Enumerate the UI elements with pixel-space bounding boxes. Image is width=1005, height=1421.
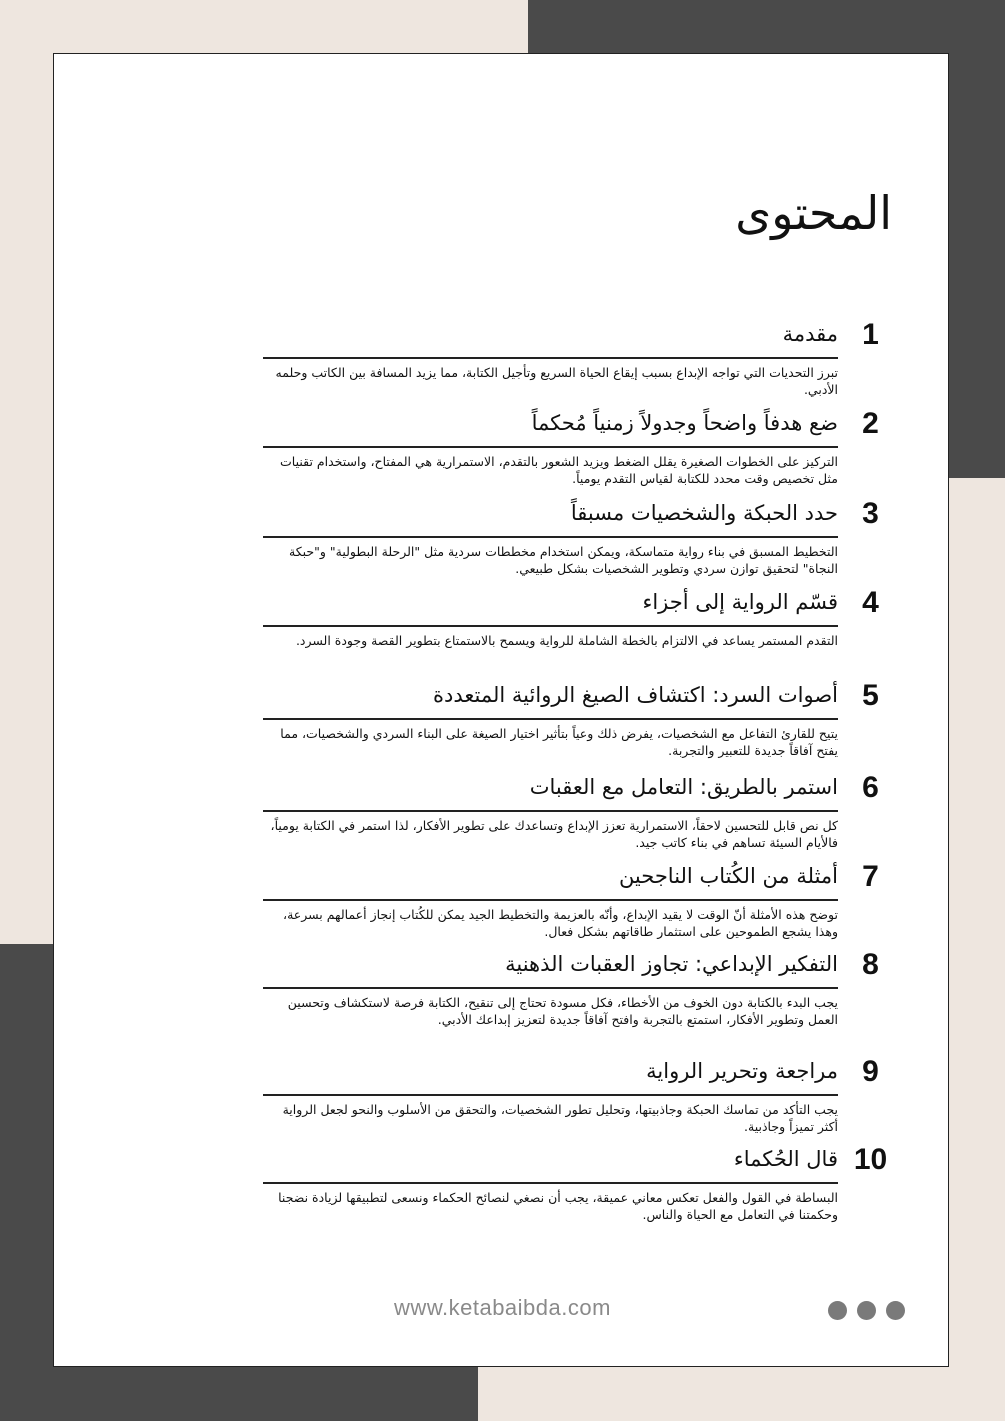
divider bbox=[263, 536, 838, 538]
dot-icon bbox=[857, 1301, 876, 1320]
toc-entry-header bbox=[263, 860, 879, 900]
toc-entry-number: 1 bbox=[862, 318, 879, 351]
toc-entry bbox=[263, 679, 879, 758]
divider bbox=[263, 987, 838, 989]
toc-entry bbox=[263, 948, 879, 1027]
toc-entry-header bbox=[263, 407, 879, 447]
toc-entry-header bbox=[263, 318, 879, 358]
toc-entry-description: التخطيط المسبق في بناء رواية متماسكة، ويمكن استخدام مخططات سردية مثل "الرحلة البطولية" و"حبكة النجاة" لتحقيق توازن سردي وتطوير الشخصيات بشكل طبيعي. bbox=[289, 544, 838, 576]
toc-entry bbox=[263, 1055, 879, 1134]
divider bbox=[263, 899, 838, 901]
toc-entry bbox=[263, 318, 879, 397]
toc-entry-title: أصوات السرد: اكتشاف الصيغ الروائية المتعددة bbox=[433, 683, 838, 707]
toc-entry bbox=[263, 771, 879, 850]
toc-entry-description: يجب البدء بالكتابة دون الخوف من الأخطاء، فكل مسودة تحتاج إلى تنقيح، الكتابة فرصة لاستكشاف وتحسين العمل وتطوير الأفكار، استمتع بالتجربة وافتح آفاقاً جديدة لتعزيز إبداعك الأدبي. bbox=[287, 995, 838, 1027]
toc-entry-header bbox=[263, 586, 879, 626]
toc-entry-description: تبرز التحديات التي تواجه الإبداع بسبب إيقاع الحياة السريع وتأجيل الكتابة، مما يزيد المسافة بين الكاتب وحلمه الأدبي. bbox=[275, 365, 838, 397]
toc-entry-number: 3 bbox=[862, 497, 879, 530]
toc-entry-description: كل نص قابل للتحسين لاحقاً، الاستمرارية تعزز الإبداع وتساعدك على تطوير الأفكار، لذا استمر في الكتابة يومياً، فالأيام السيئة تساهم في بناء كاتب جيد. bbox=[270, 818, 838, 850]
toc-entry-header bbox=[263, 1055, 879, 1095]
toc-entry-number: 4 bbox=[862, 586, 879, 619]
toc-entry-title: قسّم الرواية إلى أجزاء bbox=[642, 590, 838, 614]
toc-entry-description: البساطة في القول والفعل تعكس معاني عميقة، يجب أن نصغي لنصائح الحكماء ونسعى لتطبيقها لزيادة نضجنا وحكمتنا في التعامل مع الحياة والناس. bbox=[278, 1190, 838, 1222]
toc-entry bbox=[263, 586, 879, 648]
toc-entry-title: مقدمة bbox=[782, 322, 838, 346]
toc-entry-title: ضع هدفاً واضحاً وجدولاً زمنياً مُحكماً bbox=[531, 411, 838, 435]
toc-entry-number: 2 bbox=[862, 407, 879, 440]
toc-entry-title: التفكير الإبداعي: تجاوز العقبات الذهنية bbox=[505, 952, 838, 976]
toc-entry-title: استمر بالطريق: التعامل مع العقبات bbox=[529, 775, 838, 799]
toc-entry-header bbox=[263, 1143, 888, 1183]
divider bbox=[263, 446, 838, 448]
website-url[interactable]: www.ketabaibda.com bbox=[394, 1295, 611, 1320]
toc-entry-number: 5 bbox=[862, 679, 879, 712]
toc-entry bbox=[263, 1143, 888, 1222]
toc-entry-header bbox=[263, 771, 879, 811]
divider bbox=[263, 810, 838, 812]
toc-entry-number: 10 bbox=[853, 1143, 888, 1176]
toc-entry-title: حدد الحبكة والشخصيات مسبقاً bbox=[570, 501, 838, 525]
toc-entry-description: توضح هذه الأمثلة أنّ الوقت لا يقيد الإبداع، وأنّه بالعزيمة والتخطيط الجيد يمكن للكُتاب إنجاز أعمالهم بسرعة، وهذا يشجع الطموحين على استثمار طاقاتهم بشكل فعال. bbox=[283, 907, 838, 939]
divider bbox=[263, 1182, 838, 1184]
toc-entry-description: يجب التأكد من تماسك الحبكة وجاذبيتها، وتحليل تطور الشخصيات، والتحقق من الأسلوب والنحو لجعل الرواية أكثر تميزاً وجاذبية. bbox=[282, 1102, 838, 1134]
toc-entry-number: 8 bbox=[862, 948, 879, 981]
toc-entry-number: 6 bbox=[862, 771, 879, 804]
divider bbox=[263, 357, 838, 359]
toc-entry-title: مراجعة وتحرير الرواية bbox=[646, 1059, 838, 1083]
toc-entry-description: التقدم المستمر يساعد في الالتزام بالخطة الشاملة للرواية ويسمح بالاستمتاع بتطوير القصة وجودة السرد. bbox=[295, 633, 838, 648]
dot-icon bbox=[886, 1301, 905, 1320]
dot-icon bbox=[828, 1301, 847, 1320]
toc-entry-description: التركيز على الخطوات الصغيرة يقلل الضغط ويزيد الشعور بالتقدم، الاستمرارية هي المفتاح، واستخدام تقنيات مثل تخصيص وقت محدد للكتابة لقياس التقدم يومياً. bbox=[280, 454, 838, 486]
divider bbox=[263, 625, 838, 627]
toc-entry-number: 9 bbox=[862, 1055, 879, 1088]
toc-entry-number: 7 bbox=[862, 860, 879, 893]
divider bbox=[263, 718, 838, 720]
toc-entry-description: يتيح للقارئ التفاعل مع الشخصيات، يفرض ذلك وعياً بتأثير اختيار الصيغة على البناء السردي والشخصيات، مما يفتح آفاقاً جديدة للتعبير والتجربة. bbox=[280, 726, 838, 758]
toc-entry-header bbox=[263, 497, 879, 537]
divider bbox=[263, 1094, 838, 1096]
toc-entry bbox=[263, 407, 879, 486]
toc-entry-header bbox=[263, 948, 879, 988]
toc-entry bbox=[263, 860, 879, 939]
toc-entry bbox=[263, 497, 879, 576]
toc-entry-title: قال الحُكماء bbox=[733, 1147, 838, 1171]
toc-entry-header bbox=[263, 679, 879, 719]
page-title: المحتوى bbox=[735, 186, 892, 240]
toc-entry-title: أمثلة من الكُتاب الناجحين bbox=[618, 864, 838, 888]
